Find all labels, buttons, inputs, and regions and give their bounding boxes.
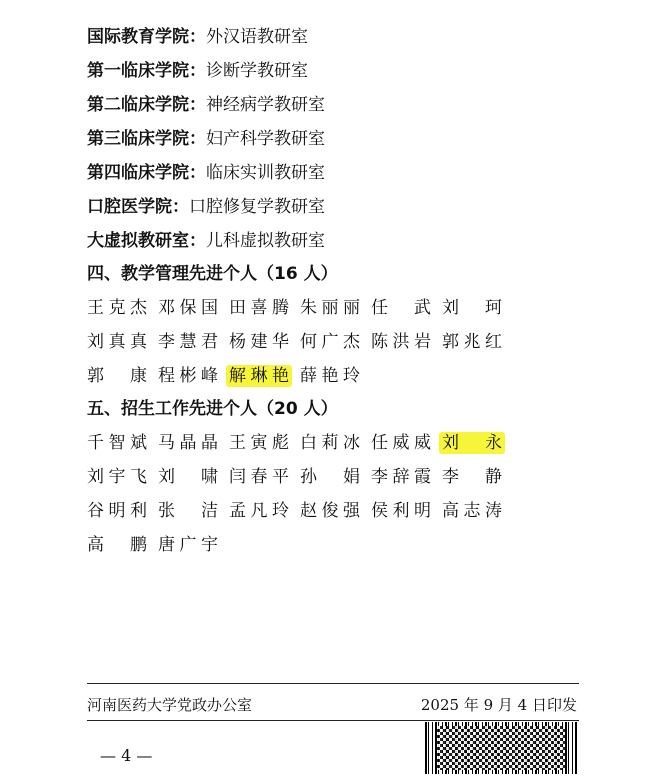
person-name: 王寅彪 [229, 433, 289, 453]
person-name: 白莉冰 [300, 433, 360, 453]
person-name: 李 静 [442, 467, 502, 487]
person-name: 何广杰 [300, 332, 360, 352]
highlighted-name: 解琳艳 [226, 365, 292, 387]
person-name: 马晶晶 [158, 433, 218, 453]
department-name: 临床实训教研室 [206, 163, 325, 183]
person-name: 郭兆红 [442, 332, 502, 352]
department-name: 儿科虚拟教研室 [206, 231, 325, 251]
person-name [229, 365, 289, 387]
person-name: 刘 啸 [158, 467, 218, 487]
college-label: 第四临床学院： [87, 163, 206, 183]
person-name: 孟凡玲 [229, 501, 289, 521]
section-heading-teaching-management: 四、教学管理先进个人（16 人） [87, 264, 338, 284]
department-name: 口腔修复学教研室 [189, 197, 325, 217]
person-name: 郭 康 [87, 366, 147, 386]
section-heading-admissions: 五、招生工作先进个人（20 人） [87, 399, 338, 419]
person-name: 任威威 [371, 433, 431, 453]
person-name: 程彬峰 [158, 366, 218, 386]
person-name: 陈洪岩 [371, 332, 431, 352]
person-name: 任 武 [371, 298, 431, 318]
person-name: 杨建华 [229, 332, 289, 352]
person-name: 邓保国 [158, 298, 218, 318]
department-name: 外汉语教研室 [206, 27, 308, 47]
person-name: 田喜腾 [229, 298, 289, 318]
college-label: 口腔医学院： [87, 197, 189, 217]
college-line [87, 196, 325, 218]
page-number: — 4 — [100, 746, 153, 765]
highlighted-name: 刘 永 [439, 432, 505, 454]
person-name: 王克杰 [87, 298, 147, 318]
department-name: 诊断学教研室 [206, 61, 308, 81]
department-name: 妇产科学教研室 [206, 129, 325, 149]
college-line [87, 128, 325, 150]
college-line [87, 26, 308, 48]
college-label: 第二临床学院： [87, 95, 206, 115]
issuer-name: 河南医药大学党政办公室 [87, 696, 253, 714]
person-name: 谷明利 [87, 501, 147, 521]
college-label: 第一临床学院： [87, 61, 206, 81]
person-name: 闫春平 [229, 467, 289, 487]
person-name: 孙 娟 [300, 467, 360, 487]
college-label: 国际教育学院： [87, 27, 206, 47]
person-name: 唐广宇 [158, 535, 218, 555]
person-name: 张 洁 [158, 501, 218, 521]
person-name: 李辞霞 [371, 467, 431, 487]
college-label: 第三临床学院： [87, 129, 206, 149]
college-line [87, 230, 325, 252]
college-line [87, 94, 325, 116]
person-name: 刘真真 [87, 332, 147, 352]
person-name: 朱丽丽 [300, 298, 360, 318]
person-name: 刘 珂 [442, 298, 502, 318]
footer-top-rule [87, 683, 579, 684]
person-name: 高志涛 [442, 501, 502, 521]
person-name: 刘宇飞 [87, 467, 147, 487]
college-label: 大虚拟教研室： [87, 231, 206, 251]
print-date: 2025 年 9 月 4 日印发 [420, 696, 577, 714]
person-name: 赵俊强 [300, 501, 360, 521]
person-name: 李慧君 [158, 332, 218, 352]
person-name [442, 432, 502, 454]
college-line [87, 162, 325, 184]
person-name: 薛艳玲 [300, 366, 360, 386]
person-name: 侯利明 [371, 501, 431, 521]
footer-bottom-rule [87, 720, 579, 721]
barcode-pattern [437, 726, 565, 770]
department-name: 神经病学教研室 [206, 95, 325, 115]
person-name: 千智斌 [87, 433, 147, 453]
person-name: 高 鹏 [87, 535, 147, 555]
college-line [87, 60, 308, 82]
